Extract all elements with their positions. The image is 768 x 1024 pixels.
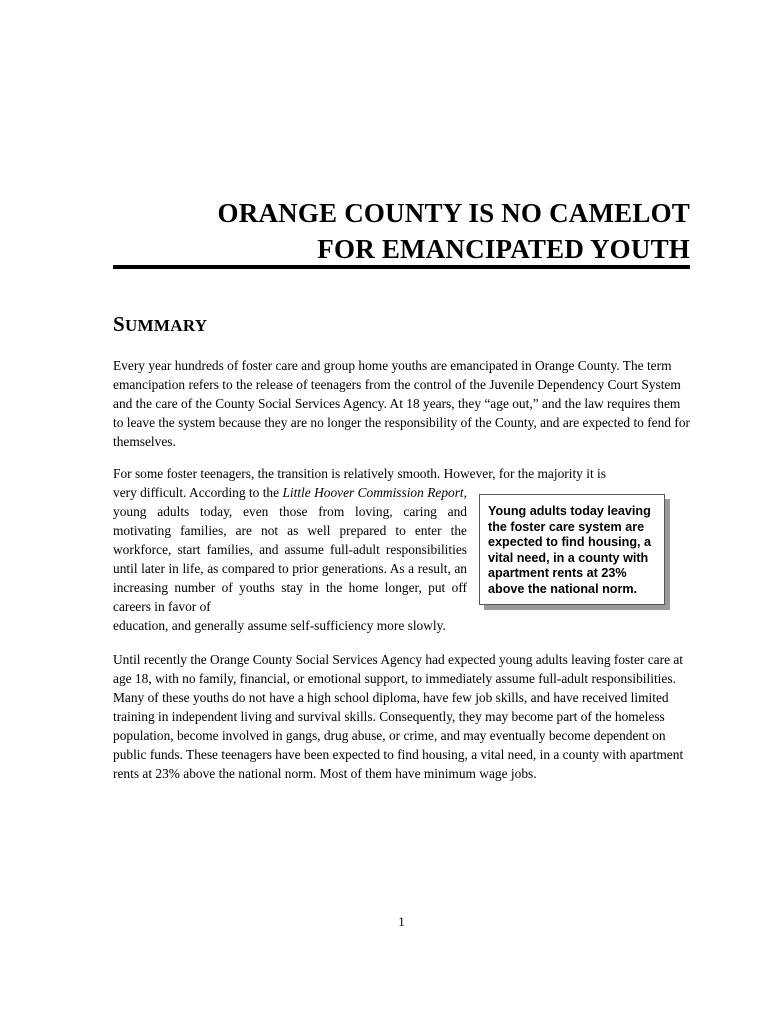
- page-number: 1: [398, 914, 405, 929]
- summary-heading: [113, 312, 207, 337]
- title-line-1: ORANGE COUNTY IS NO CAMELOT: [217, 198, 690, 228]
- paragraph-2-first-line: For some foster teenagers, the transition is relatively smooth. However, for the majority it is: [113, 466, 606, 481]
- report-title: [113, 195, 690, 267]
- document-page: [113, 0, 690, 1024]
- pull-quote-callout: Young adults today leaving the foster care system are expected to find housing, a vital need, in a county with apartment rents at 23% above the national norm.: [479, 494, 665, 605]
- paragraph-2-wrapped-text: [113, 483, 467, 616]
- paragraph-2-last-line: education, and generally assume self-sufficiency more slowly.: [113, 618, 446, 633]
- summary-heading-initial: S: [113, 312, 125, 336]
- summary-paragraph-3: Until recently the Orange County Social Services Agency had expected young adults leaving foster care at age 18, with no family, financial, or emotional support, to immediately assume full-adult responsibilities. Many of these youths do not have a high school diploma, have few job skills, and have received limited training in independent living and survival skills. Consequently, they may become part of the homeless population, become involved in gangs, drug abuse, or crime, and may eventually become dependent on public funds. These teenagers have been expected to find housing, a vital need, in a county with apartment rents at 23% above the national norm. Most of them have minimum wage jobs.: [113, 652, 684, 781]
- summary-heading-rest: UMMARY: [124, 316, 208, 335]
- title-underline-rule: [113, 265, 690, 269]
- paragraph-2-body: , young adults today, even those from loving, caring and motivating families, are not as well prepared to enter the workforce, start families, and assume full-adult responsibilities until later in life, as compared to prior generations. As a result, an increasing number of youths stay in the home longer, put off careers in favor of: [113, 485, 468, 614]
- summary-paragraph-1: Every year hundreds of foster care and group home youths are emancipated in Orange County. The term emancipation refers to the release of teenagers from the control of the Juvenile Dependency Court System and the care of the County Social Services Agency. At 18 years, they “age out,” and the law requires them to leave the system because they are no longer the responsibility of the County, and are expected to fend for themselves.: [113, 358, 690, 449]
- paragraph-2-lead-in: very difficult. According to the: [113, 485, 283, 500]
- citation-title: Little Hoover Commission Report: [282, 485, 464, 500]
- title-line-2: FOR EMANCIPATED YOUTH: [317, 234, 690, 264]
